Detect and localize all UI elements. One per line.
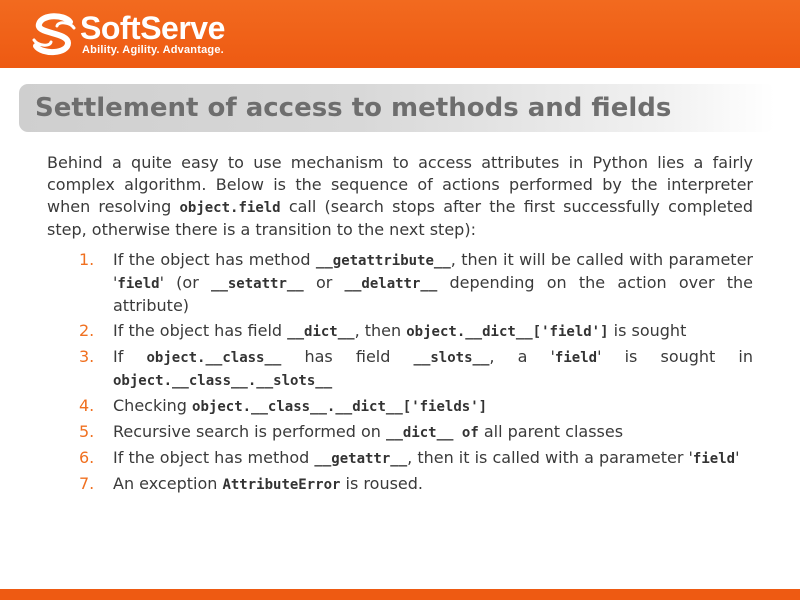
brand-tagline: Ability. Agility. Advantage. <box>82 44 224 56</box>
slide-content <box>47 152 753 499</box>
step-item <box>47 447 753 470</box>
code-fragment: __dict__ <box>287 324 355 340</box>
text-fragment: If the object has method <box>113 250 316 269</box>
code-fragment: field <box>117 276 160 292</box>
step-item <box>47 421 753 444</box>
step-item <box>47 395 753 418</box>
step-number: 5. <box>79 422 95 441</box>
code-fragment: __getattr__ <box>314 451 408 467</box>
text-fragment: If <box>113 347 147 366</box>
text-fragment: ' is sought in <box>597 347 754 366</box>
code-fragment: object.field <box>179 200 281 216</box>
title-banner <box>19 84 775 132</box>
step-number: 3. <box>79 347 95 366</box>
step-number: 1. <box>79 250 95 269</box>
steps-list <box>47 249 753 496</box>
slide-title: Settlement of access to methods and fields <box>35 93 672 123</box>
step-number: 6. <box>79 448 95 467</box>
code-fragment: field <box>692 451 736 467</box>
code-fragment: object.__class__.__dict__['fields'] <box>192 399 488 415</box>
footer-bar <box>0 589 800 600</box>
text-fragment: Behind a quite easy to use mechanism to access attributes in Python lies a fairly complex algorithm. Below is the sequence of actions performed by the interpreter when resolving <box>47 153 753 216</box>
step-number: 2. <box>79 321 95 340</box>
step-number: 7. <box>79 474 95 493</box>
code-fragment: __delattr__ <box>344 276 438 292</box>
text-fragment: , then <box>354 321 407 340</box>
brand-name: SoftServe <box>80 10 225 46</box>
text-fragment: If the object has field <box>113 321 288 340</box>
code-fragment: object.__class__.__slots__ <box>113 373 333 389</box>
step-number: 4. <box>79 396 95 415</box>
text-fragment: Recursive search is performed on <box>113 422 387 441</box>
text-fragment: An exception <box>113 474 223 493</box>
code-fragment: __getattribute__ <box>315 253 451 269</box>
text-fragment: If the object has method <box>113 448 315 467</box>
step-item <box>47 320 753 343</box>
intro-paragraph <box>47 152 753 241</box>
code-fragment: __setattr__ <box>211 276 304 292</box>
text-fragment: or <box>303 273 345 292</box>
step-item <box>47 346 753 392</box>
step-item <box>47 473 753 496</box>
softserve-logo-icon <box>30 10 78 58</box>
text-fragment: , a ' <box>489 347 555 366</box>
brand-logo <box>30 8 260 60</box>
text-fragment: ' <box>735 448 740 467</box>
code-fragment: field <box>554 350 598 366</box>
code-fragment: __dict__ of <box>386 425 479 441</box>
text-fragment: , then it is called with a parameter ' <box>407 448 693 467</box>
text-fragment: depending on the action over the attribute) <box>113 273 753 315</box>
text-fragment: has field <box>281 347 414 366</box>
code-fragment: AttributeError <box>222 477 341 493</box>
step-item <box>47 249 753 317</box>
text-fragment: all parent classes <box>478 422 624 441</box>
code-fragment: __slots__ <box>413 350 490 366</box>
text-fragment: is sought <box>608 321 687 340</box>
text-fragment: ' (or <box>159 273 212 292</box>
text-fragment: Checking <box>113 396 193 415</box>
code-fragment: object.__class__ <box>146 350 282 366</box>
code-fragment: object.__dict__['field'] <box>406 324 609 340</box>
header-bar <box>0 0 800 68</box>
text-fragment: call (search stops after the first successfully completed step, otherwise there is a transition to the next step): <box>47 197 753 239</box>
text-fragment: is roused. <box>340 474 423 493</box>
text-fragment: , then it will be called with parameter ' <box>113 250 753 292</box>
